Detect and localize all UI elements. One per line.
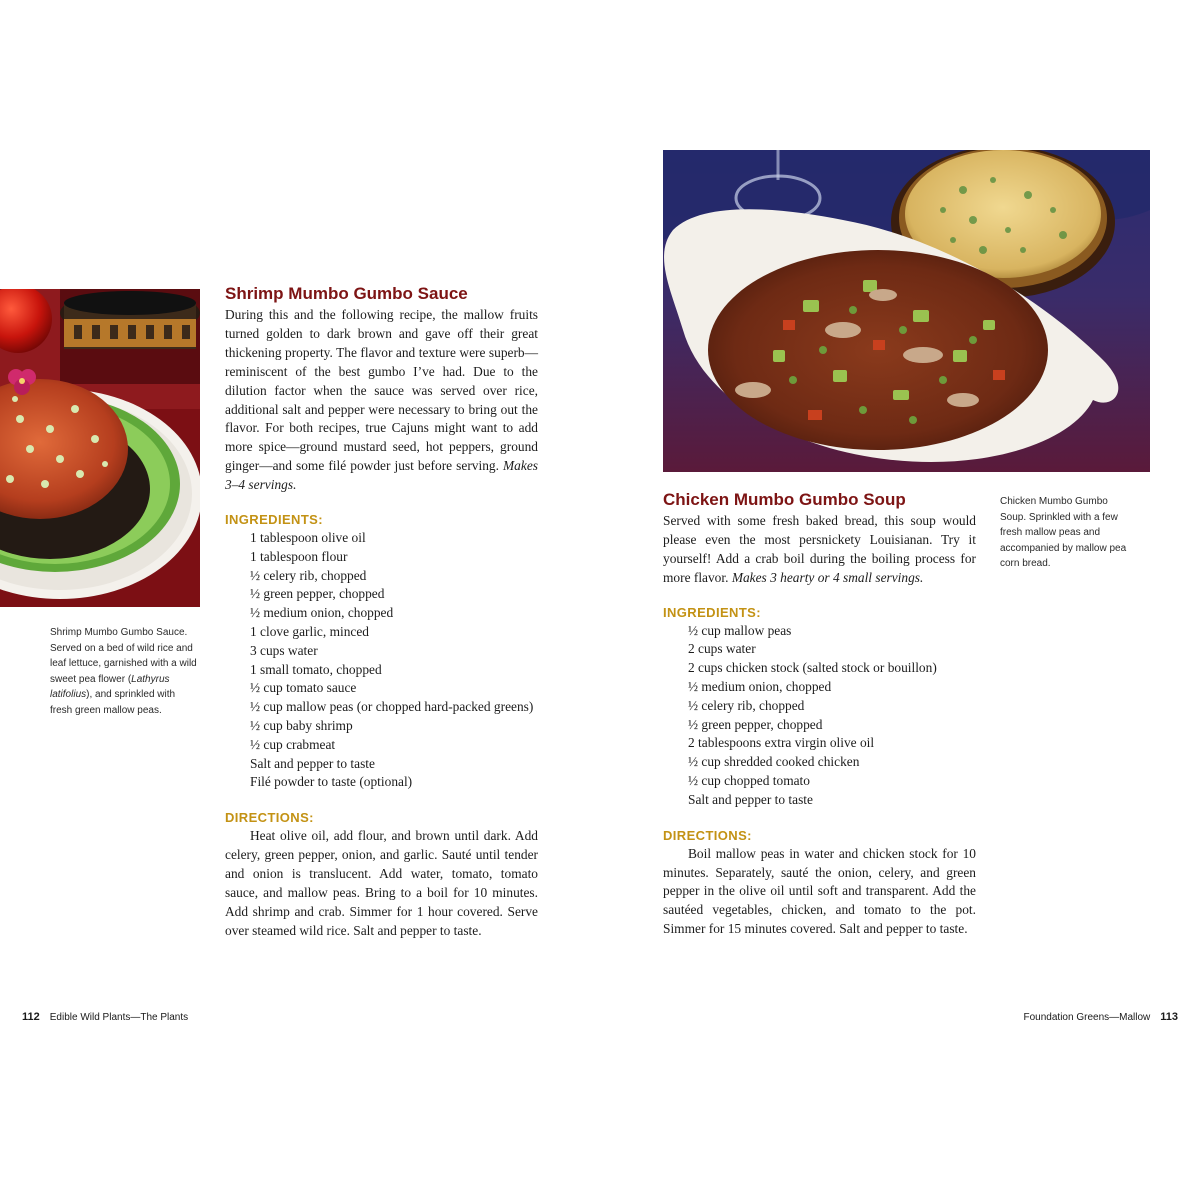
ingredient-item: ½ cup mallow peas [688, 622, 792, 638]
right-page-footer [1024, 1011, 1178, 1023]
directions-text: Boil mallow peas in water and chicken stock for 10 minutes. Separately, sauté the onion, celery, and green pepper in the olive oil until soft and transparent. Add the sautéed vegetables, chicken, and tomato to the pot. Simmer for 15 minutes covered. Salt and pepper to taste. [663, 845, 976, 937]
ingredient-item: 2 tablespoons extra virgin olive oil [688, 735, 875, 751]
ingredient-item: ½ cup chopped tomato [688, 773, 810, 788]
ingredient-item: 1 clove garlic, minced [250, 624, 369, 640]
chicken-gumbo-photo [663, 150, 1150, 472]
ingredient-item: ½ cup mallow peas (or chopped hard-packed greens) [250, 699, 534, 715]
running-head: Foundation Greens—Mallow [1023, 1012, 1151, 1023]
recipe-title: Chicken Mumbo Gumbo Soup [663, 490, 906, 509]
recipe-intro-text: Served with some fresh baked bread, this soup would please even the most persnickety Louisianan. Try it yourself! Add a crab boil during the boiling process for more flavor. [663, 513, 976, 585]
ingredient-item: ½ cup crabmeat [250, 736, 336, 752]
ingredient-item: 1 tablespoon flour [250, 548, 348, 564]
ingredient-item: Salt and pepper to taste [250, 755, 375, 771]
page-number: 113 [1160, 1011, 1178, 1023]
caption-text-start: Shrimp Mumbo Gumbo Sauce. Served on a bed of wild rice and leaf lettuce, garnished with a wild sweet pea flower ( [50, 627, 197, 685]
left-page-footer [22, 1011, 188, 1023]
shrimp-gumbo-photo-caption [50, 625, 200, 719]
ingredients-heading: INGREDIENTS: [663, 604, 761, 620]
directions-text: Heat olive oil, add flour, and brown until dark. Add celery, green pepper, onion, and garlic. Sauté until tender and onion is translucent. Add water, tomato, tomato sauce, and mallow peas. Bring to a boil for 10 minutes. Add shrimp and crab. Simmer for 1 hour covered. Serve over steamed wild rice. Salt and pepper to taste. [225, 828, 538, 938]
ingredient-item: 3 cups water [250, 642, 318, 658]
recipe-intro [225, 306, 538, 495]
ingredient-item: ½ cup tomato sauce [250, 680, 357, 696]
chicken-gumbo-photo-caption: Chicken Mumbo Gumbo Soup. Sprinkled with a few fresh mallow peas and accompanied by mallow pea corn bread. [1000, 496, 1127, 570]
recipe-intro-text: During this and the following recipe, the mallow fruits turned golden to dark brown and gave off their great thickening property. The flavor and texture were superb—reminiscent of the best gumbo I’ve had. Due to the dilution factor when the sauce was served over rice, additional salt and pepper were necessary to bring out the flavor. For both recipes, true Cajuns might want to add more spice—ground mustard seed, hot peppers, ground ginger—and some filé powder just before serving. [225, 307, 538, 474]
ingredient-item: ½ cup baby shrimp [250, 718, 353, 734]
ingredient-item: ½ medium onion, chopped [688, 679, 832, 695]
directions-heading: DIRECTIONS: [225, 810, 314, 826]
ingredient-item: 1 small tomato, chopped [250, 661, 382, 677]
directions-heading: DIRECTIONS: [663, 827, 752, 843]
caption-latin-name: Lathyrus latifolius [50, 673, 170, 701]
recipe-intro [663, 512, 976, 588]
ingredient-item: ½ green pepper, chopped [250, 586, 385, 602]
ingredient-item: 1 tablespoon olive oil [250, 530, 366, 546]
ingredient-item: ½ green pepper, chopped [688, 716, 823, 732]
ingredients-heading: INGREDIENTS: [225, 512, 323, 528]
running-head: Edible Wild Plants—The Plants [49, 1012, 189, 1023]
recipe-title: Shrimp Mumbo Gumbo Sauce [225, 284, 468, 303]
page-number: 112 [22, 1011, 40, 1023]
ingredient-item: ½ cup shredded cooked chicken [688, 754, 860, 770]
shrimp-gumbo-photo [0, 289, 200, 607]
caption-text-end: ), and sprinkled with fresh green mallow peas. [50, 689, 176, 716]
ingredient-item: Salt and pepper to taste [688, 791, 813, 807]
shrimp-gumbo-recipe [225, 284, 538, 941]
ingredient-item: ½ medium onion, chopped [250, 605, 394, 621]
recipe-yield: Makes 3–4 servings. [225, 458, 538, 493]
recipe-yield: Makes 3 hearty or 4 small servings. [731, 569, 924, 585]
ingredient-item: ½ celery rib, chopped [688, 697, 805, 713]
ingredient-item: 2 cups water [688, 641, 756, 657]
chicken-gumbo-recipe [663, 490, 976, 939]
ingredient-item: Filé powder to taste (optional) [250, 774, 413, 790]
ingredients-list [225, 529, 538, 792]
ingredient-item: ½ celery rib, chopped [250, 567, 367, 583]
ingredients-list [663, 622, 976, 810]
ingredient-item: 2 cups chicken stock (salted stock or bouillon) [688, 660, 937, 676]
